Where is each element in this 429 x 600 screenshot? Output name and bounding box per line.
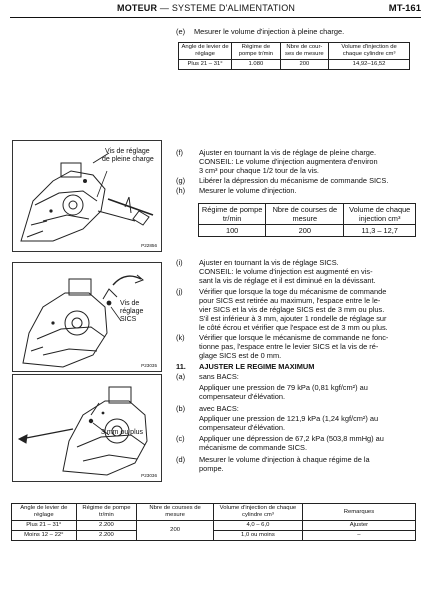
step-j-line-2: pour SICS est retirée au maximum, l'espace entre le le-: [199, 296, 381, 305]
table-3-cell: 200: [137, 521, 214, 541]
step-c-mark: (c): [176, 434, 185, 443]
step-h-mark: (h): [176, 186, 186, 195]
step-f-line-1: Ajuster en tournant la vis de réglage de pleine charge.: [199, 148, 377, 157]
table-3-header: Remarques: [302, 504, 415, 521]
step-j-line-4: S'il est inférieur à 3 mm, ajouter 1 rondelle de réglage sur: [199, 314, 387, 323]
table-3: [11, 503, 416, 541]
step-i-mark: (i): [176, 258, 183, 267]
step-a-line-2: compensateur d'élévation.: [199, 392, 286, 401]
step-c-line-1: Appliquer une dépression de 67,2 kPa (503,8 mmHg) au: [199, 434, 384, 443]
step-g-text: Libérer la dépression du mécanisme de commande SICS.: [199, 176, 389, 185]
section-11-title: AJUSTER LE REGIME MAXIMUM: [199, 362, 315, 371]
figure-1-label-2: de pleine charge: [102, 156, 154, 163]
pump-drawing-2: [13, 263, 161, 371]
table-3-header: Nbre de courses de mesure: [137, 504, 214, 521]
step-j-line-5: le côté écrou et vérifier que l'espace est de 3 mm ou plus.: [199, 323, 388, 332]
figure-3-label: 3 mm ou plus: [101, 429, 144, 436]
table-1-cell: 1.080: [232, 60, 281, 70]
table-1-header-row: [179, 43, 410, 60]
table-row: [12, 531, 416, 541]
step-a-mark: (a): [176, 372, 186, 381]
step-h-text: Mesurer le volume d'injection.: [199, 186, 297, 195]
table-2-header: Volume de chaque injection cm³: [344, 204, 416, 225]
step-d-line-1: Mesurer le volume d'injection à chaque régime de la: [199, 455, 370, 464]
step-b-mark: (b): [176, 404, 186, 413]
step-i-line-2: CONSEIL: le volume d'injection est augmenté en vis-: [199, 267, 373, 276]
table-row: [179, 60, 410, 70]
step-k-mark: (k): [176, 333, 185, 342]
table-3-header-row: [12, 504, 416, 521]
table-row: [12, 521, 416, 531]
section-11-number: 11.: [176, 362, 186, 371]
table-1-cell: 200: [280, 60, 329, 70]
table-2-header: Nbre de courses de mesure: [266, 204, 344, 225]
step-b-line-2: compensateur d'élévation.: [199, 423, 286, 432]
page-code: MT-161: [388, 3, 421, 14]
table-1-cell: Plus 21 – 31°: [179, 60, 232, 70]
step-j-mark: (j): [176, 287, 183, 296]
step-j-line-3: vier SICS et la vis de réglage SICS est de 3 mm ou plus.: [199, 305, 385, 314]
figure-full-load-screw: [12, 140, 162, 252]
table-1-header: Volume d'injection de chaque cylindre cm³: [329, 43, 410, 60]
step-f-line-3: 3 cm³ pour chaque 1/2 tour de la vis.: [199, 166, 319, 175]
table-3-cell: 4,0 – 6,0: [213, 521, 302, 531]
table-2-header-row: [199, 204, 416, 225]
figure-1-label-1: Vis de réglage: [105, 148, 150, 155]
step-f-mark: (f): [176, 148, 183, 157]
table-1-header: Angle de levier de réglage: [179, 43, 232, 60]
pump-drawing-3: [13, 375, 161, 481]
step-i-line-1: Ajuster en tournant la vis de réglage SICS.: [199, 258, 339, 267]
figure-1-code: P22856: [141, 243, 157, 248]
step-k-line-1: Vérifier que lorsque le mécanisme de commande ne fonc-: [199, 333, 389, 342]
figure-sics-screw: [12, 262, 162, 372]
step-c-line-2: mécanisme de commande SICS.: [199, 443, 308, 452]
table-3-cell: Ajuster: [302, 521, 415, 531]
step-k-line-2: tionne pas, l'espace entre le levier SICS et la vis de ré-: [199, 342, 379, 351]
step-a-line-1: Appliquer une pression de 79 kPa (0,81 kgf/cm²) au: [199, 383, 368, 392]
header-system: SYSTEME D'ALIMENTATION: [171, 3, 296, 13]
step-d-line-2: pompe.: [199, 464, 224, 473]
table-2-cell: 11,3 – 12,7: [344, 225, 416, 237]
table-2-cell: 200: [266, 225, 344, 237]
table-2: [198, 203, 416, 237]
step-f-line-2: CONSEIL: Le volume d'injection augmentera d'environ: [199, 157, 378, 166]
step-e-text: Mesurer le volume d'injection à pleine charge.: [194, 27, 345, 36]
table-2-header: Régime de pompe tr/min: [199, 204, 266, 225]
step-d-mark: (d): [176, 455, 186, 464]
step-a-title: sans BACS:: [199, 372, 239, 381]
table-3-cell: 2.200: [76, 521, 137, 531]
table-3-header: Volume d'injection de chaque cylindre cm³: [213, 504, 302, 521]
table-3-header: Angle de levier de réglage: [12, 504, 77, 521]
table-3-cell: 1,0 ou moins: [213, 531, 302, 541]
figure-2-code: P23035: [141, 363, 157, 368]
table-row: [199, 225, 416, 237]
figure-2-label-2: réglage: [120, 308, 144, 315]
step-i-line-3: sant la vis de réglage et il est diminué en la dévissant.: [199, 276, 376, 285]
step-e-mark: (e): [176, 27, 186, 36]
table-2-cell: 100: [199, 225, 266, 237]
step-b-title: avec BACS:: [199, 404, 239, 413]
header-section: MOTEUR: [117, 3, 158, 13]
table-1-cell: 14,92–16,52: [329, 60, 410, 70]
step-j-line-1: Vérifier que lorsque la toge du mécanisme de commande: [199, 287, 387, 296]
figure-3-code: P23036: [141, 473, 157, 478]
figure-2-label-1: Vis de: [120, 300, 140, 307]
step-b-line-1: Appliquer une pression de 121,9 kPa (1,24 kgf/cm²) au: [199, 414, 379, 423]
table-3-cell: Plus 21 – 31°: [12, 521, 77, 531]
header-title: [117, 3, 295, 13]
table-3-cell: 2.200: [76, 531, 137, 541]
table-1-header: Nbre de cour-ses de mesure: [280, 43, 329, 60]
table-1: [178, 42, 410, 70]
table-1-header: Régime de pompe tr/min: [232, 43, 281, 60]
figure-2-label-3: SICS: [120, 316, 137, 323]
table-3-cell: –: [302, 531, 415, 541]
table-3-cell: Moins 12 – 22°: [12, 531, 77, 541]
step-k-line-3: glage SICS est de 0 mm.: [199, 351, 282, 360]
header-rule: [10, 17, 421, 18]
table-3-header: Régime de pompe tr/min: [76, 504, 137, 521]
step-g-mark: (g): [176, 176, 186, 185]
figure-sics-gap: [12, 374, 162, 482]
header-separator: —: [159, 3, 170, 13]
